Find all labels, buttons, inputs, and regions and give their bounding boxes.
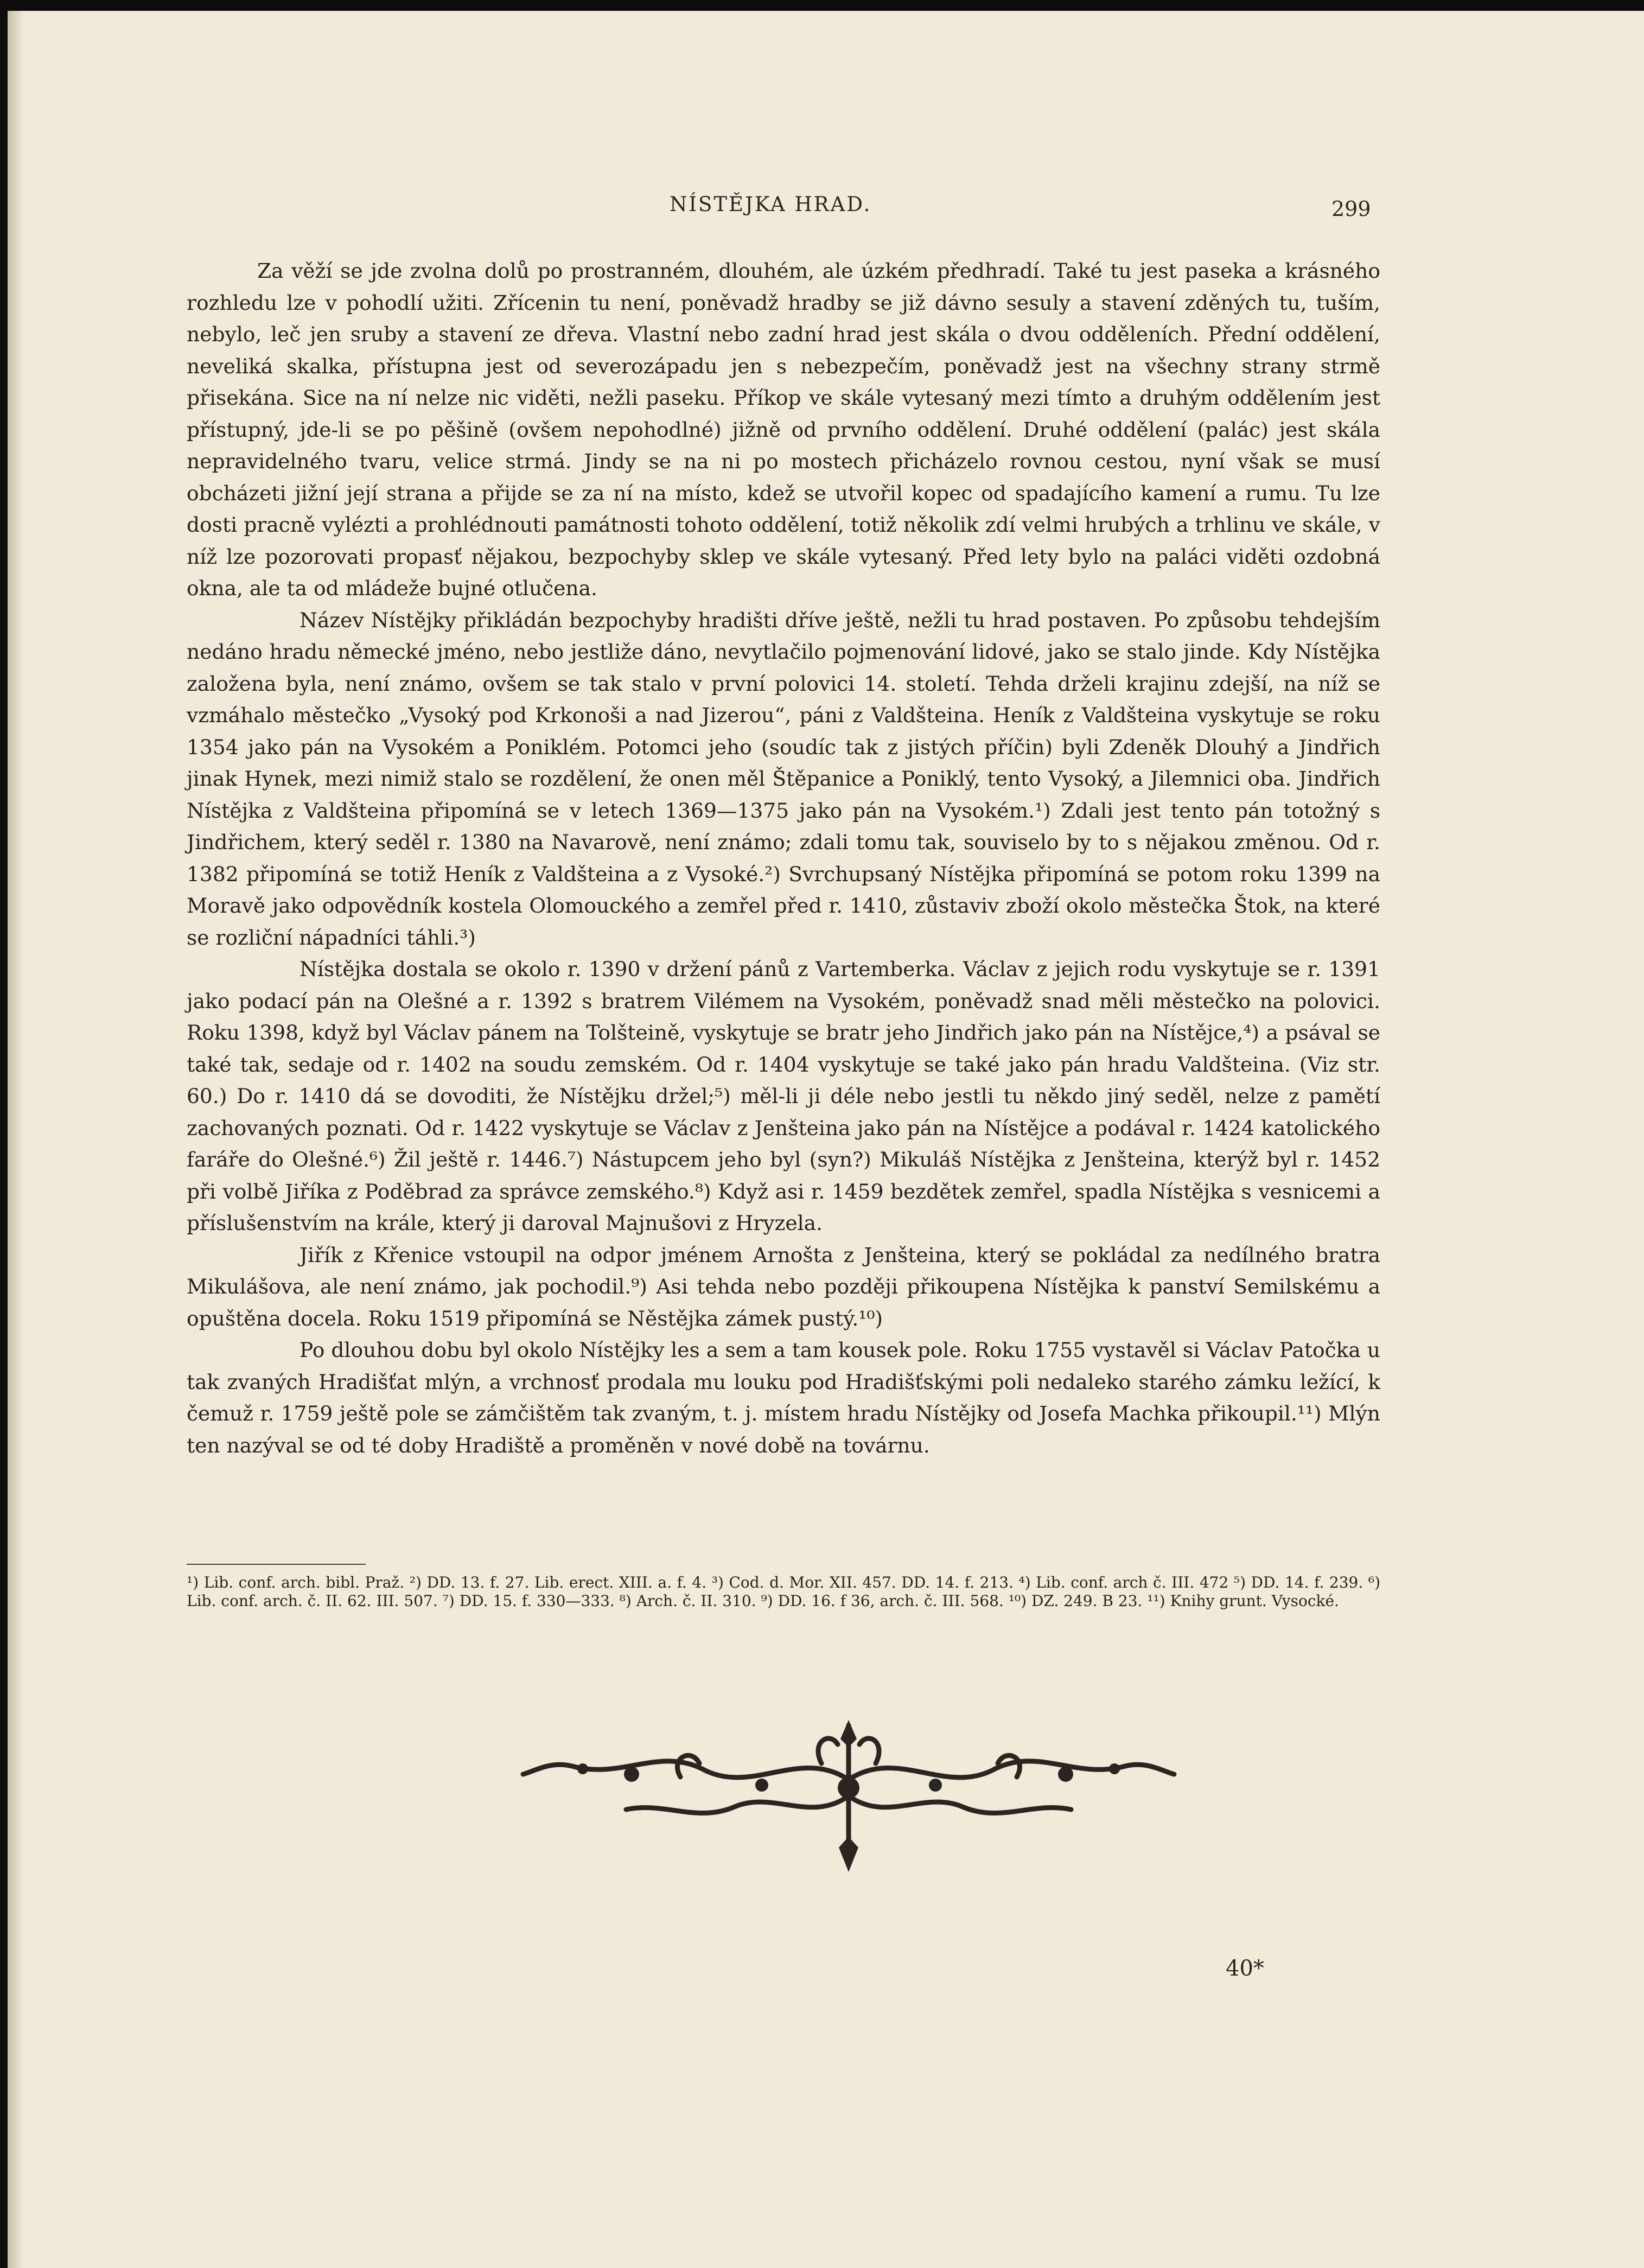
running-title: NÍSTĚJKA HRAD. — [670, 193, 872, 216]
paragraph-3: Nístějka dostala se okolo r. 1390 v držení pánů z Vartemberka. Václav z jejich rodu vyskytuje se r. 1391 jako podací pán na Olešné a r. 1392 s bratrem Vilémem na Vysokém, poněvadž snad měli městečko na polovici. Roku 1398, když byl Václav pánem na Tolšteině, vyskytuje se bratr jeho Jindřich jako pán na Nístějce,⁴) a psával se také tak, sedaje od r. 1402 na soudu zemském. Od r. 1404 vyskytuje se také jako pán hradu Valdšteina. (Viz str. 60.) Do r. 1410 dá se dovoditi, že Nístějku držel;⁵) měl-li ji déle nebo jestli tu někdo jiný seděl, nelze z pamětí zachovaných poznati. Od r. 1422 vyskytuje se Václav z Jenšteina jako pán na Nístějce a podával r. 1424 katolického faráře do Olešné.⁶) Žil ještě r. 1446.⁷) Nástupcem jeho byl (syn?) Mikuláš Nístějka z Jenšteina, kterýž byl r. 1452 při volbě Jiříka z Poděbrad za správce zemského.⁸) Když asi r. 1459 bezdětek zemřel, spadla Nístějka s vesnicemi a příslušenstvím na krále, který ji daroval Majnušovi z Hryzela. — [187, 957, 1380, 1235]
page-number: 299 — [1331, 197, 1371, 221]
signature-mark: 40* — [1226, 1956, 1264, 1981]
page-header — [8, 193, 1644, 225]
footnotes: ¹) Lib. conf. arch. bibl. Praž. ²) DD. 13. f. 27. Lib. erect. XIII. a. f. 4. ³) Cod. d. Mor. XII. 457. DD. 14. f. 213. ⁴) Lib. conf. arch č. III. 472 ⁵) DD. 14. f. 239. ⁶) Lib. conf. arch. č. II. 62. III. 507. ⁷) DD. 15. f. 330—333. ⁸) Arch. č. II. 310. ⁹) DD. 16. f 36, arch. č. III. 568. ¹⁰) DZ. 249. B 23. ¹¹) Knihy grunt. Vysocké. — [187, 1573, 1380, 1610]
floral-ornament-icon — [518, 1715, 1180, 1872]
paragraph-4: Jiřík z Křenice vstoupil na odpor jménem Arnošta z Jenšteina, který se pokládal za nedílného bratra Mikulášova, ale není známo, jak pochodil.⁹) Asi tehda nebo později přikoupena Nístějka k panství Semilskému a opuštěna docela. Roku 1519 připomíná se Něstějka zámek pustý.¹⁰) — [187, 1243, 1380, 1330]
paragraph-2: Název Nístějky přikládán bezpochyby hradišti dříve ještě, nežli tu hrad postaven. Po způsobu tehdejším nedáno hradu německé jméno, nebo jestliže dáno, nevytlačilo pojmenování lidové, jako se stalo jinde. Kdy Nístějka založena byla, není známo, ovšem se tak stalo v první polovici 14. století. Tehda drželi krajinu zdejší, na níž se vzmáhalo městečko „Vysoký pod Krkonoši a nad Jizerou“, páni z Valdšteina. Heník z Valdšteina vyskytuje se roku 1354 jako pán na Vysokém a Poniklém. Potomci jeho (soudíc tak z jistých příčin) byli Zdeněk Dlouhý a Jindřich jinak Hynek, mezi nimiž stalo se rozdělení, že onen měl Štěpanice a Poniklý, tento Vysoký, a Jilemnici oba. Jindřich Nístějka z Valdšteina připomíná se v letech 1369—1375 jako pán na Vysokém.¹) Zdali jest tento pán totožný s Jindřichem, který seděl r. 1380 na Navarově, není známo; zdali tomu tak, souviselo by to s nějakou změnou. Od r. 1382 připomíná se totiž Heník z Valdšteina a z Vysoké.²) Svrchupsaný Nístějka připomíná se potom roku 1399 na Moravě jako odpovědník kostela Olomouckého a zemřel před r. 1410, zůstaviv zboží okolo městečka Štok, na které se rozliční nápadníci táhli.³) — [187, 608, 1380, 950]
paragraph-5: Po dlouhou dobu byl okolo Nístějky les a sem a tam kousek pole. Roku 1755 vystavěl si Václav Patočka u tak zvaných Hradišťat mlýn, a vrchnosť prodala mu louku pod Hradišťskými poli nedaleko starého zámku ležící, k čemuž r. 1759 ještě pole se zámčištěm tak zvaným, t. j. místem hradu Nístějky od Josefa Machka přikoupil.¹¹) Mlýn ten nazýval se od té doby Hradiště a proměněn v nové době na továrnu. — [187, 1338, 1380, 1457]
body-text — [187, 255, 1380, 1461]
paragraph-1: Za věží se jde zvolna dolů po prostranném, dlouhém, ale úzkém předhradí. Také tu jest paseka a krásného rozhledu lze v pohodlí užiti. Zřícenin tu není, poněvadž hradby se již dávno sesuly a stavení zděných tu, tuším, nebylo, leč jen sruby a stavení ze dřeva. Vlastní nebo zadní hrad jest skála o dvou odděleních. Přední oddělení, neveliká skalka, přístupna jest od severozápadu jen s nebezpečím, poněvadž jest na všechny strany strmě přisekána. Sice na ní nelze nic viděti, nežli paseku. Příkop ve skále vytesaný mezi tímto a druhým oddělením jest přístupný, jde-li se po pěšině (ovšem nepohodlné) jižně od prvního oddělení. Druhé oddělení (palác) jest skála nepravidelného tvaru, velice strmá. Jindy se na ni po mostech přicházelo rovnou cestou, nyní však se musí obcházeti jižní její strana a přijde se za ní na místo, kdež se utvořil kopec od spadajícího kamení a rumu. Tu lze dosti pracně vylézti a prohlédnouti památnosti tohoto oddělení, totiž několik zdí velmi hrubých a trhlinu ve skále, v níž lze pozorovati propasť nějakou, bezpochyby sklep ve skále vytesaný. Před lety bylo na paláci viděti ozdobná okna, ale ta od mládeže bujné otlučena. — [187, 259, 1380, 600]
book-page — [8, 11, 1644, 2268]
page-gutter-shadow — [8, 11, 24, 2268]
footnote-separator — [187, 1564, 366, 1565]
